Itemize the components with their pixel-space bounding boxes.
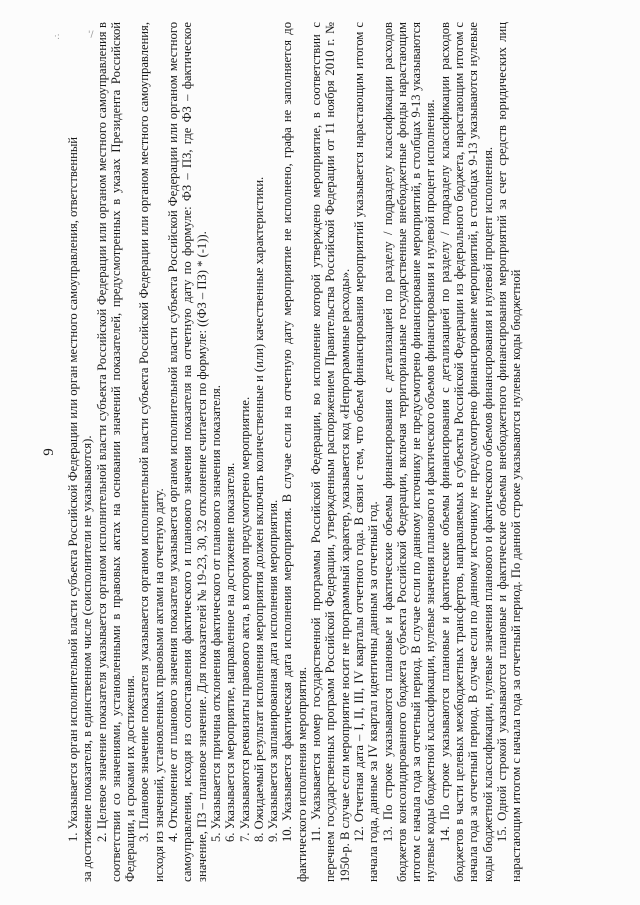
- footnote-paragraph: 1. Указывается орган исполнительной власти субъекта Российской Федерации или орган местного самоуправления, ответственный: [66, 136, 80, 842]
- footnote-paragraph: 3. Плановое значение показателя указывается органом исполнительной власти субъекта Российской Федерации или органом местного самоуправления, исходя из значений, установленных правовыми актами на отчетную дату.: [137, 22, 166, 882]
- footnote-paragraph: 15. Одной строкой указываются плановые и фактические объемы внебюджетного финансирования мероприятий за счет средств юридических лиц нарастающим итогом с начала года за отчетный период. По данной строке указываются нулевые коды бюджетной: [494, 22, 524, 882]
- footnote-paragraph: 8. Ожидаемый результат исполнения мероприятия должен включать количественные и (или) качественные характеристики.: [251, 176, 266, 842]
- footnote-paragraph: 6. Указывается мероприятие, направленное на достижение показателя.: [223, 462, 238, 842]
- footnote-paragraph: 4. Отклонение от планового значения показателя указывается органом исполнительной власти субъекта Российской Федерации или органом местного самоуправления, исходя из сопоставления фактического и планового значения показателя на отчетную дату по формуле: ФЗ – ПЗ, где ФЗ – фактическое значение, ПЗ – плановое значение. Для показателей № 19-23, 30, 32 отклонение считается по формуле: ((ФЗ – ПЗ) * (-1)).: [166, 22, 209, 882]
- scan-speck: '/: [88, 30, 94, 40]
- footnote-paragraph: 7. Указываются реквизиты правового акта, в котором предусмотрено мероприятие.: [237, 396, 252, 842]
- footnote-paragraph: 5. Указывается причина отклонения фактического от планового значения показателя.: [208, 385, 223, 842]
- footnote-paragraph: 10. Указывается фактическая дата исполнения мероприятия. В случае если на отчетную дату мероприятие не исполнено, графа не заполняется до фактического исполнения мероприятия.: [280, 22, 309, 882]
- rotated-document: [40, 22, 600, 882]
- document-body: [66, 22, 524, 882]
- footnote-paragraph: 12. Отчетная дата – I, II, III, IV кварталы отчетного года. В связи с тем, что объем финансирования мероприятий указывается нарастающим итогом с начала года, данные за IV квартал идентичны данным за отчетный год.: [351, 22, 381, 882]
- footnote-paragraph: 2. Целевое значение показателя указывается органом исполнительной власти субъекта Российской Федерации или органом местного самоуправления в соответствии со значениями, установленными в правовых актах на основании значений показателей, предусмотренных в указах Президента Российской Федерации, и сроками их достижения.: [94, 22, 138, 882]
- footnote-paragraph: 9. Указывается запланированная дата исполнения мероприятия.: [266, 499, 281, 842]
- footnote-paragraph: 13. По строке указываются плановые и фактические объемы финансирования с детализацией по разделу / подразделу классификации расходов бюджетов консолидированного бюджета субъекта Российской Федерации, включая территориальные государственные внебюджетные фонды нарастающим итогом с начала года за отчетный период. В случае если по данному источнику не предусмотрено финансирование мероприятий, в столбцах 9-13 указываются нулевые коды бюджетной классификации, нулевые значения планового и фактического объемов финансирования и нулевой процент исполнения.: [380, 22, 438, 882]
- footnote-paragraph: 14. По строке указываются плановые и фактические объемы финансирования с детализацией по разделу / подразделу классификации расходов бюджетов в части целевых межбюджетных трансфертов, направляемых в субъекты Российской Федерации из федерального бюджета, нарастающим итогом с начала года за отчетный период. В случае если по данному источнику не предусмотрено финансирование мероприятий, в столбцах 9-13 указываются нулевые коды бюджетной классификации, нулевые значения планового и фактического объемов финансирования и нулевой процент исполнения.: [437, 22, 495, 882]
- footnote-paragraph: за достижение показателя, в единственном числе (соисполнители не указываются).: [80, 435, 95, 882]
- scan-speck: ·:: [54, 32, 60, 42]
- footnote-paragraph: 11. Указывается номер государственной программы Российской Федерации, во исполнение которой утверждено мероприятие, в соответствии с перечнем государственных программ Российской Федерации, утвержденным распоряжением Правительства Российской Федерации от 11 ноября 2010 г. № 1950-р. В случае если мероприятие носит не программный характер, указывается код «Непрограммные расходы».: [309, 22, 352, 882]
- page-number: 9: [41, 448, 57, 456]
